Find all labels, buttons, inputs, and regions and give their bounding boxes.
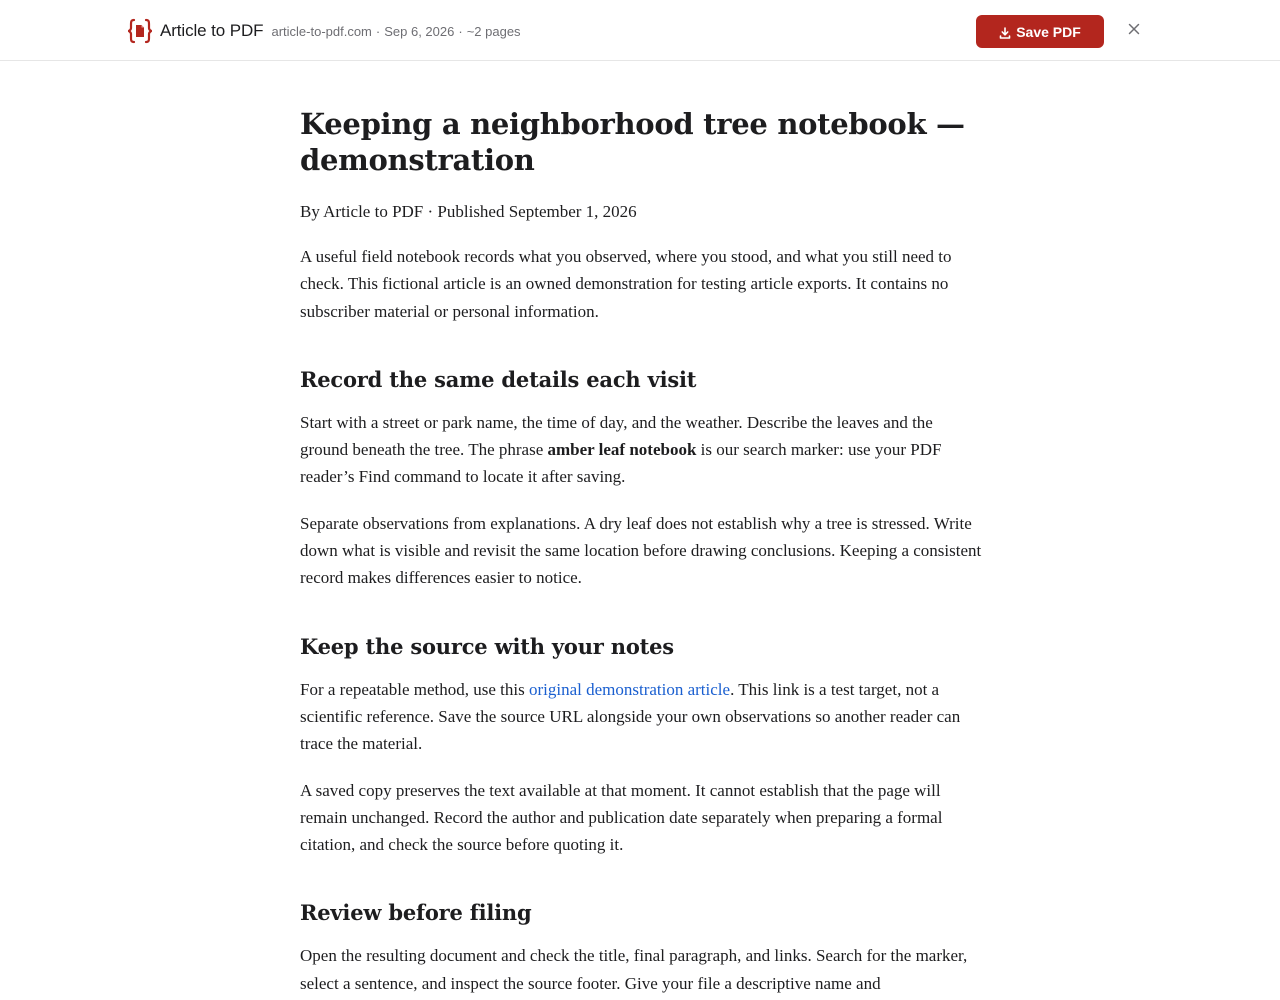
toolbar [0, 0, 1280, 61]
section-record-details [300, 365, 984, 592]
paragraph [300, 676, 984, 758]
intro-paragraph: A useful field notebook records what you observed, where you stood, and what you still need to check. This fictional article is an owned demonstration for testing article exports. It contains no subscriber material or personal information. [300, 247, 952, 321]
save-pdf-label: Save PDF [1016, 23, 1081, 40]
paragraph: Open the resulting document and check the title, final paragraph, and links. Search for the marker, select a sentence, and inspect the source footer. Give your file a descriptive name and [300, 946, 968, 993]
article-byline: By Article to PDF · Published September 1, 2026 [300, 202, 637, 221]
document-date: Sep 6, 2026 [384, 23, 455, 39]
paragraph: Separate observations from explanations. A dry leaf does not establish why a tree is stressed. Write down what is visible and revisit the same location before drawing conclusions. Keeping a consistent record makes differences easier to notice. [300, 513, 982, 588]
brand [128, 18, 521, 44]
braces-document-icon [128, 18, 152, 44]
section-heading: Keep the source with your notes [300, 633, 674, 659]
section-heading: Record the same details each visit [300, 366, 697, 392]
search-marker: amber leaf notebook [547, 440, 697, 460]
paragraph: A saved copy preserves the text available at that moment. It cannot establish that the page will remain unchanged. Record the author and publication date separately when preparing a formal citation, and check the source before quoting it. [300, 780, 943, 855]
section-review [300, 898, 984, 997]
section-heading: Review before filing [300, 900, 532, 926]
close-icon [1128, 22, 1140, 40]
paragraph-text: For a repeatable method, use this [300, 679, 529, 699]
page-count: ~2 pages [466, 23, 521, 39]
meta-separator: · [375, 23, 381, 39]
document-meta [271, 24, 520, 39]
meta-separator: · [458, 23, 463, 39]
paragraph-text: is our search marker: use your PDF reader’s Find command to locate it after saving. [300, 440, 942, 487]
app-name: Article to PDF [160, 21, 264, 40]
close-button[interactable] [1123, 20, 1145, 42]
article-title: Keeping a neighborhood tree notebook — demonstration [300, 107, 965, 177]
paragraph-text: . This link is a test target, not a scientific reference. Save the source URL alongside your own observations so another reader can trace the material. [300, 679, 961, 754]
paragraph [300, 409, 984, 491]
save-pdf-button[interactable] [976, 15, 1104, 48]
article [300, 106, 984, 997]
paragraph-text: Start with a street or park name, the time of day, and the weather. Describe the leaves and the ground beneath the tree. The phrase [300, 412, 933, 460]
download-icon [999, 26, 1011, 38]
original-article-link[interactable]: original demonstration article [528, 679, 731, 699]
source-domain: article-to-pdf.com [271, 23, 372, 39]
section-keep-source [300, 632, 984, 859]
